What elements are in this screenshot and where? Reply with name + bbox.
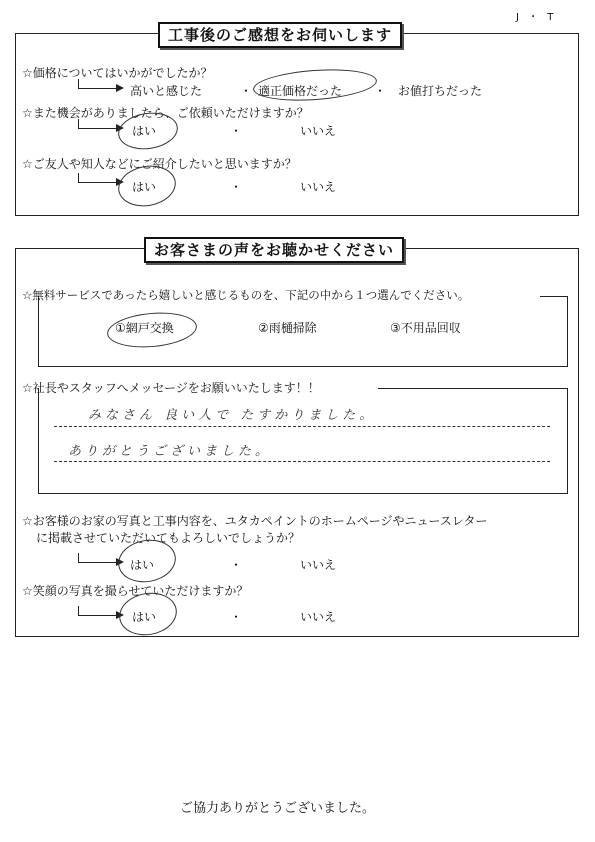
free-service-box-top [540,296,567,297]
arrow-icon [78,123,124,133]
option-reorder-yes[interactable]: はい [132,124,157,138]
section-1-title: 工事後のご感想をお伺いします [158,22,402,48]
question-reorder: ☆また機会がありましたら、ご依頼いただけますか？ [22,106,309,120]
message-dashed-line [54,461,550,462]
message-dashed-line [54,426,550,427]
question-free-service: ☆無料サービスであったら嬉しいと感じるものを、下記の中から１つ選んでください。 [22,288,470,302]
option-screen-door[interactable]: ①網戸交換 [115,321,174,335]
option-price-high[interactable]: 高いと感じた [130,84,203,98]
footer-thanks: ご協力ありがとうございました。 [180,801,376,816]
separator-dot: ・ [230,610,243,624]
option-price-fair[interactable]: 適正価格だった [258,84,343,98]
question-price: ☆価格についてはいかがでしたか？ [22,66,213,80]
arrow-icon [78,177,124,187]
option-price-value[interactable]: お値打ちだった [398,84,483,98]
question-photo-publish-line2: に掲載させていただいてもよろしいでしょうか？ [36,531,301,545]
section-2-title: お客さまの声をお聴かせください [144,237,404,263]
question-smile-photo: ☆笑顔の写真を撮らせていただけますか？ [22,584,249,598]
message-box-top [378,388,567,389]
option-publish-no[interactable]: いいえ [300,558,337,572]
option-junk-removal[interactable]: ③不用品回収 [390,321,461,335]
option-publish-yes[interactable]: はい [130,558,155,572]
separator-dot: ・ [230,124,243,138]
question-message: ☆社長やスタッフへメッセージをお願いいたします！！ [22,381,320,395]
arrow-icon [78,83,124,93]
separator-dot: ・ [230,558,243,572]
separator-dot: ・ [374,84,387,98]
separator-dot: ・ [230,180,243,194]
option-smile-no[interactable]: いいえ [300,610,337,624]
option-gutter-cleaning[interactable]: ②雨樋掃除 [258,321,317,335]
question-photo-publish-line1: ☆お客様のお家の写真と工事内容を、ユタカペイントのホームページやニュースレター [22,514,488,528]
option-smile-yes[interactable]: はい [132,610,157,624]
separator-dot: ・ [240,84,253,98]
arrow-icon [78,610,124,620]
handwritten-message-line2: ありがとうございました。 [68,444,273,459]
option-reorder-no[interactable]: いいえ [300,124,337,138]
corner-marks: J ・ T [516,12,557,23]
handwritten-message-line1: みなさん 良い人で たすかりました。 [88,408,377,423]
question-referral: ☆ご友人や知人などにご紹介したいと思いますか？ [22,157,297,171]
option-referral-yes[interactable]: はい [132,180,157,194]
option-referral-no[interactable]: いいえ [300,180,337,194]
